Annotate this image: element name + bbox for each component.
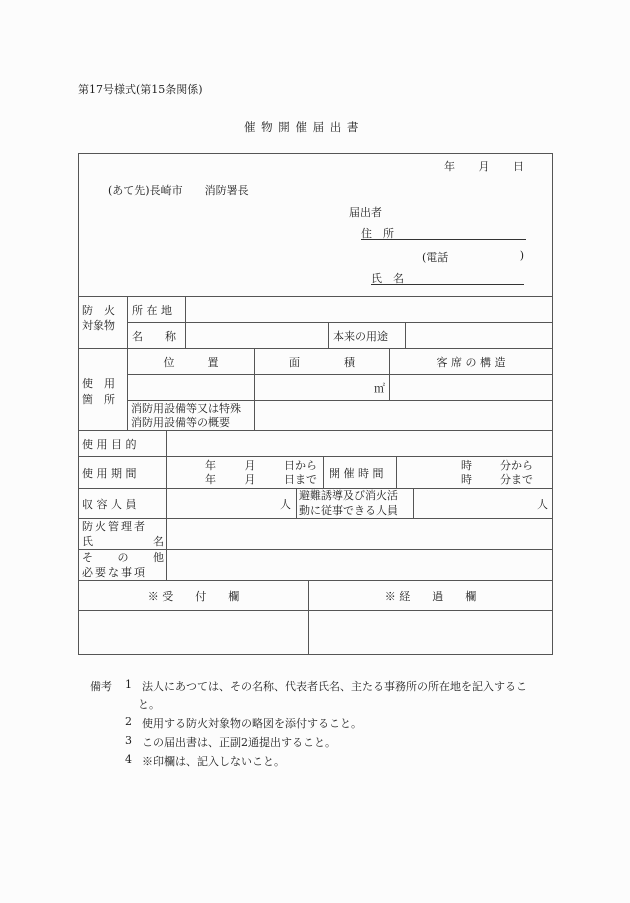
usage-purpose-input[interactable] (167, 431, 552, 456)
name-label: 氏 名 (371, 272, 404, 285)
equipment-input[interactable] (255, 401, 552, 430)
hours-from: 時 分から (461, 459, 533, 472)
usage-purpose-label: 使 用 目 的 (82, 438, 137, 451)
applicant-label: 届出者 (349, 206, 382, 219)
equipment-label: 消防用設備等又は特殊 消防用設備等の概要 (131, 402, 241, 429)
note-4: ※印欄は、記入しないこと。 (142, 755, 285, 768)
note-1-cont: と。 (138, 698, 160, 711)
capacity-label: 収 容 人 員 (82, 498, 137, 511)
reception-area (79, 611, 308, 654)
phone-field[interactable] (422, 249, 524, 265)
seating-input[interactable] (390, 375, 552, 400)
col-area: 面 積 (289, 356, 355, 369)
area-unit: ㎡ (374, 382, 385, 395)
staff-input[interactable] (414, 489, 552, 518)
area-input[interactable] (255, 375, 389, 400)
name-field[interactable] (371, 270, 524, 285)
progress-area (309, 611, 552, 654)
reception-header: ※ 受 付 欄 (147, 590, 240, 603)
capacity-unit: 人 (280, 498, 291, 511)
col-seating: 客 席 の 構 造 (436, 356, 506, 369)
capacity-input[interactable] (167, 489, 296, 518)
original-purpose-input[interactable] (406, 323, 552, 348)
building-name-label: 名 称 (132, 330, 176, 343)
staff-label: 避難誘導及び消火活 動に従事できる人員 (299, 489, 398, 517)
note-2: 使用する防火対象物の略図を添付すること。 (142, 717, 362, 730)
address-field[interactable] (361, 225, 526, 240)
hours-label: 開 催 時 間 (329, 467, 384, 480)
other-input[interactable] (167, 550, 552, 580)
form-title: 催 物 開 催 届 出 書 (244, 120, 360, 134)
usage-period-input[interactable] (167, 457, 323, 488)
position-input[interactable] (128, 375, 254, 400)
date-month: 月 (478, 160, 490, 173)
note-1: 法人にあつては、その名称、代表者氏名、主たる事務所の所在地を記入するこ (142, 680, 527, 693)
purpose-label: 本来の用途 (333, 330, 388, 343)
address-label: 住 所 (361, 227, 394, 240)
date-line[interactable] (444, 158, 524, 174)
usage-place-label: 使 用 箇 所 (82, 377, 115, 406)
staff-unit: 人 (537, 498, 548, 511)
progress-header: ※ 経 過 欄 (384, 590, 477, 603)
hours-input[interactable] (397, 457, 552, 488)
manager-input[interactable] (167, 519, 552, 549)
building-name-input[interactable] (186, 323, 328, 348)
other-label: そ の 他 必要な事項 (82, 551, 164, 579)
notes-heading: 備考 (90, 680, 112, 693)
note-3: この届出書は、正副2通提出すること。 (142, 736, 336, 749)
period-to: 年 月 日まで (205, 473, 317, 486)
period-from: 年 月 日から (205, 459, 317, 472)
phone-close: ) (519, 249, 524, 262)
manager-label: 防火管理者 氏 名 (82, 520, 164, 548)
usage-period-label: 使 用 期 間 (82, 467, 137, 480)
addressee: (あて先)長崎市 消防署長 (108, 184, 249, 197)
fire-target-label: 防 火 対象物 (82, 304, 115, 332)
phone-label: (電話 (422, 251, 449, 264)
date-year: 年 (444, 160, 455, 173)
form-number: 第17号様式(第15条関係) (78, 83, 203, 96)
col-position: 位 置 (163, 356, 219, 369)
location-input[interactable] (186, 297, 552, 322)
hours-to: 時 分まで (461, 473, 533, 486)
location-label: 所 在 地 (132, 304, 172, 317)
date-day: 日 (513, 160, 524, 173)
